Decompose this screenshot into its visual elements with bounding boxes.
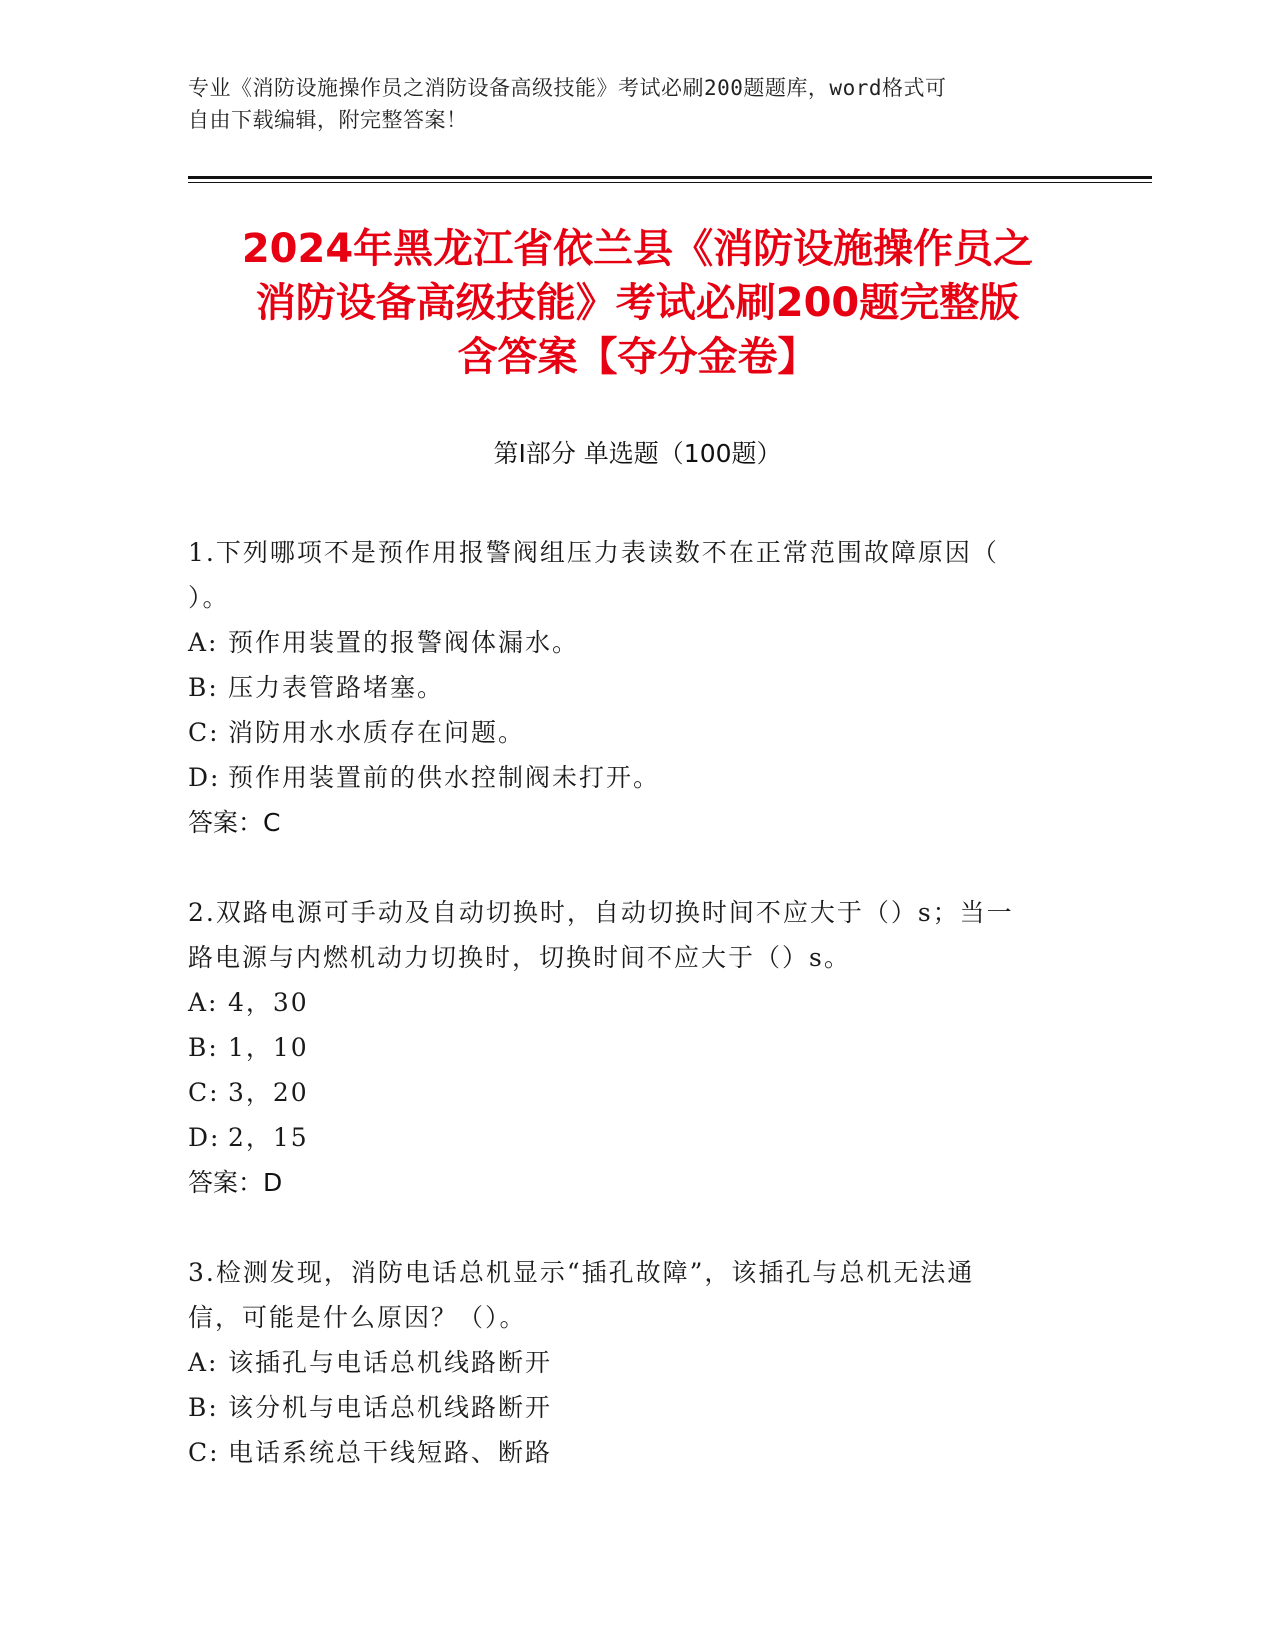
option-b — [188, 665, 1068, 710]
intro-text — [188, 72, 1068, 136]
answer: 答案：C — [188, 808, 281, 837]
question-1 — [188, 530, 1068, 845]
intro-line-2: 自由下载编辑，附完整答案！ — [188, 108, 468, 132]
option-letter: A: — [188, 628, 219, 657]
option-a — [188, 980, 1068, 1025]
stem-line-2: 路电源与内燃机动力切换时，切换时间不应大于（）s。 — [188, 943, 851, 972]
option-letter: B: — [188, 1393, 219, 1422]
option-text: 2，15 — [228, 1123, 309, 1152]
option-b — [188, 1385, 1068, 1430]
option-letter: C: — [188, 718, 220, 747]
stem-line-2: 信，可能是什么原因？（）。 — [188, 1303, 527, 1332]
option-text: 4，30 — [228, 988, 309, 1017]
option-a — [188, 1340, 1068, 1385]
option-c — [188, 710, 1068, 755]
option-text: 该插孔与电话总机线路断开 — [228, 1348, 553, 1377]
option-c — [188, 1430, 1068, 1475]
option-text: 预作用装置的报警阀体漏水。 — [228, 628, 580, 657]
option-text: 压力表管路堵塞。 — [228, 673, 445, 702]
option-text: 1，10 — [228, 1033, 309, 1062]
question-stem — [188, 1250, 1068, 1340]
section-heading: 第Ⅰ部分 单选题（100题） — [493, 439, 782, 468]
option-d — [188, 755, 1068, 800]
option-letter: C: — [188, 1438, 220, 1467]
option-c — [188, 1070, 1068, 1115]
question-list — [188, 530, 1068, 1520]
option-text: 该分机与电话总机线路断开 — [228, 1393, 553, 1422]
question-stem — [188, 530, 1068, 620]
option-text: 电话系统总干线短路、断路 — [228, 1438, 553, 1467]
stem-line-1: 3.检测发现，消防电话总机显示“插孔故障”，该插孔与总机无法通 — [188, 1258, 975, 1287]
option-text: 3，20 — [228, 1078, 309, 1107]
option-text: 消防用水水质存在问题。 — [228, 718, 526, 747]
stem-line-1: 2.双路电源可手动及自动切换时，自动切换时间不应大于（）s；当一 — [188, 898, 1014, 927]
option-b — [188, 1025, 1068, 1070]
intro-line-1: 专业《消防设施操作员之消防设备高级技能》考试必刷200题题库，word格式可 — [188, 76, 947, 100]
option-letter: D: — [188, 763, 221, 792]
title-line-2: 消防设备高级技能》考试必刷200题完整版 — [255, 280, 1020, 326]
option-letter: D: — [188, 1123, 221, 1152]
option-letter: A: — [188, 988, 219, 1017]
option-d — [188, 1115, 1068, 1160]
title-line-3: 含答案【夺分金卷】 — [457, 334, 818, 380]
stem-line-1: 1.下列哪项不是预作用报警阀组压力表读数不在正常范围故障原因（ — [188, 538, 999, 567]
question-stem — [188, 890, 1068, 980]
option-letter: B: — [188, 1033, 219, 1062]
question-2 — [188, 890, 1068, 1205]
option-text: 预作用装置前的供水控制阀未打开。 — [228, 763, 661, 792]
answer: 答案：D — [188, 1168, 283, 1197]
question-3 — [188, 1250, 1068, 1475]
header-rule-thin — [188, 182, 1152, 183]
stem-line-2: ）。 — [188, 583, 230, 612]
option-a — [188, 620, 1068, 665]
option-letter: C: — [188, 1078, 220, 1107]
option-letter: B: — [188, 673, 219, 702]
title-line-1: 2024年黑龙江省依兰县《消防设施操作员之 — [241, 226, 1034, 272]
option-letter: A: — [188, 1348, 219, 1377]
header-rule-thick — [188, 176, 1152, 179]
document-title — [150, 222, 1125, 384]
